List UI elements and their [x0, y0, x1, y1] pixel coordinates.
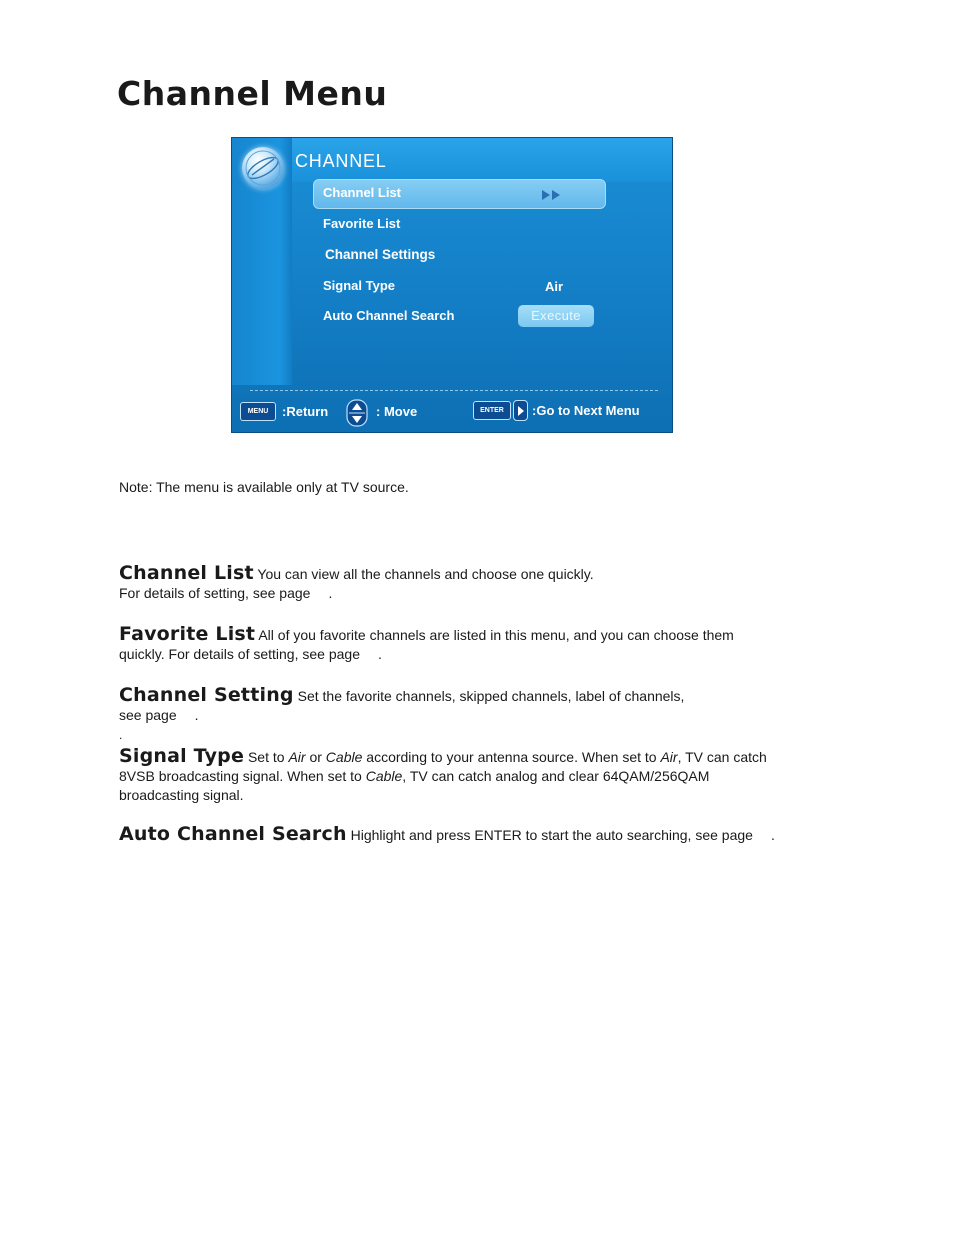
execute-button[interactable]: Execute [518, 305, 594, 327]
section-channel-list: Channel List You can view all the channels and choose one quickly. For details of setting, see page . [119, 562, 594, 601]
section-text: quickly. For details of setting, see page [119, 646, 360, 662]
section-favorite-list: Favorite List All of you favorite channels are listed in this menu, and you can choose them quickly. For details of setting, see page . [119, 623, 734, 662]
section-text: , TV can catch analog and clear 64QAM/256QAM [402, 768, 710, 784]
cable-term: Cable [325, 749, 363, 765]
section-heading: Favorite List [119, 623, 256, 645]
osd-title: CHANNEL [295, 151, 387, 171]
air-term: Air [660, 749, 678, 765]
section-auto-channel-search: Auto Channel Search Highlight and press ENTER to start the auto searching, see page . [119, 823, 775, 845]
section-text: see page [119, 707, 177, 723]
section-heading: Channel Setting [119, 684, 294, 706]
section-text: Highlight and press ENTER to start the auto searching, see page [350, 827, 753, 843]
note-text: Note: The menu is available only at TV source. [119, 479, 409, 495]
section-text: Set the favorite channels, skipped channels, label of channels, [297, 688, 685, 704]
right-arrow-key-icon [513, 400, 528, 421]
section-heading: Signal Type [119, 745, 245, 767]
section-text: All of you favorite channels are listed in this menu, and you can choose them [258, 627, 734, 643]
menu-item-channel-settings[interactable]: Channel Settings [325, 247, 436, 262]
globe-icon [242, 147, 284, 189]
menu-item-channel-list[interactable]: Channel List [323, 185, 402, 200]
page-title: Channel Menu [117, 74, 388, 113]
signal-type-value[interactable]: Air [545, 279, 564, 294]
section-text: broadcasting signal. [119, 787, 244, 803]
osd-divider [250, 390, 658, 391]
enter-key-icon: ENTER [473, 401, 511, 420]
menu-key-icon: MENU [240, 402, 276, 421]
channel-menu-osd [231, 137, 673, 433]
menu-item-favorite-list[interactable]: Favorite List [323, 216, 401, 231]
menu-item-signal-type[interactable]: Signal Type [323, 278, 395, 293]
section-text: or [309, 749, 322, 765]
menu-item-auto-channel-search[interactable]: Auto Channel Search [323, 308, 455, 323]
move-label: : Move [376, 404, 418, 419]
return-label: :Return [282, 404, 329, 419]
section-channel-setting: Channel Setting Set the favorite channels, skipped channels, label of channels, see page . . [119, 684, 685, 742]
section-signal-type [119, 747, 839, 805]
next-menu-label: :Go to Next Menu [532, 403, 640, 418]
section-text: You can view all the channels and choose one quickly. [257, 566, 594, 582]
section-text: For details of setting, see page [119, 585, 311, 601]
section-text: 8VSB broadcasting signal. When set to [119, 768, 362, 784]
cable-term: Cable [365, 768, 403, 784]
section-text: according to your antenna source. When set to [366, 749, 657, 765]
double-arrow-right-icon [541, 189, 563, 201]
section-text: Set to [247, 749, 285, 765]
section-heading: Channel List [119, 562, 254, 584]
up-down-key-icon [346, 399, 368, 427]
section-text: , TV can catch [677, 749, 767, 765]
section-heading: Auto Channel Search [119, 823, 347, 845]
air-term: Air [288, 749, 306, 765]
